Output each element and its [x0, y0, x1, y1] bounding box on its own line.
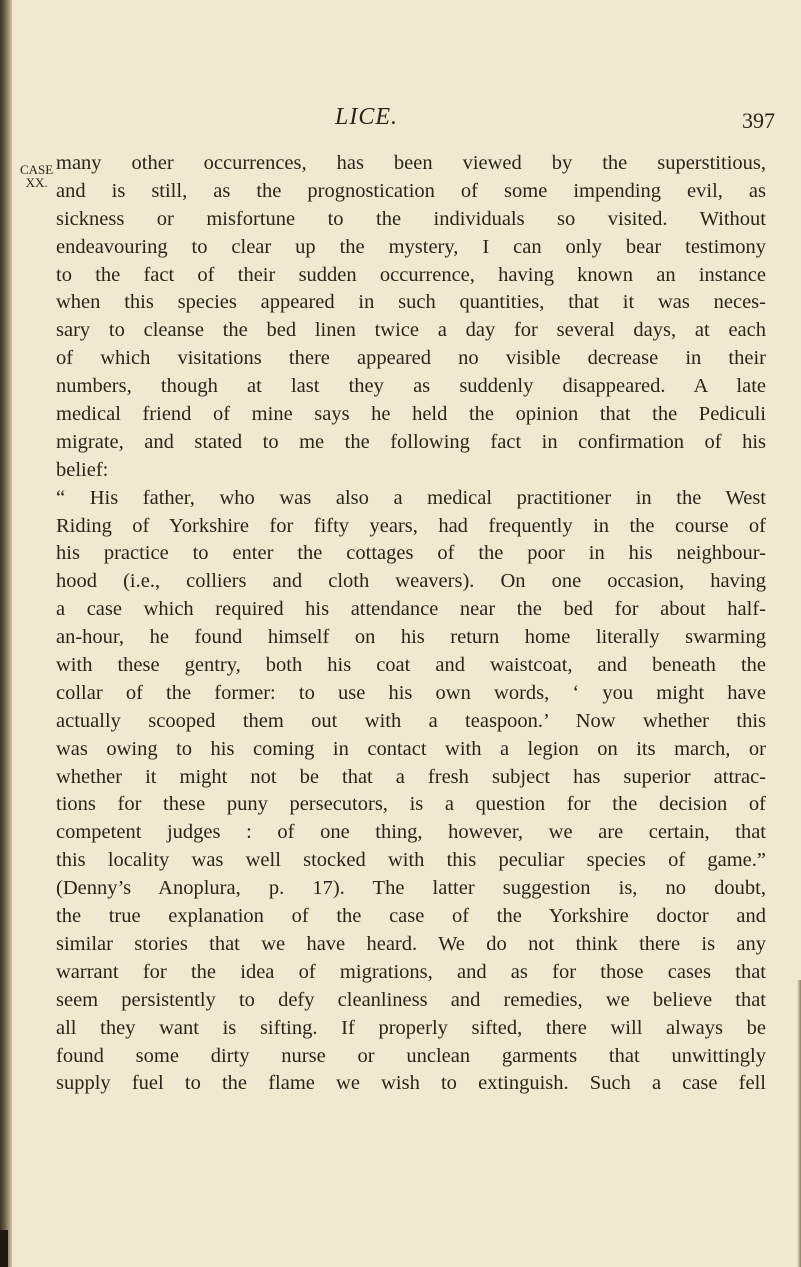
text-line: the true explanation of the case of the Yorkshire doctor and	[56, 905, 766, 928]
text-line: with these gentry, both his coat and waistcoat, and beneath the	[56, 654, 766, 677]
text-line: of which visitations there appeared no visible decrease in their	[56, 347, 766, 370]
text-line: migrate, and stated to me the following fact in confirmation of his	[56, 430, 766, 453]
margin-note-line: CASE	[20, 162, 54, 177]
margin-note	[20, 163, 53, 189]
text-line: sickness or misfortune to the individuals so visited. Without	[56, 207, 766, 230]
text-line: belief:	[56, 458, 109, 481]
text-line: was owing to his coming in contact with a legion on its march, or	[56, 737, 766, 760]
text-line: numbers, though at last they as suddenly disappeared. A late	[56, 375, 766, 398]
text-line: sary to cleanse the bed linen twice a day for several days, at each	[56, 319, 766, 342]
margin-note-line: XX.	[25, 175, 48, 190]
page-gutter-shadow	[0, 0, 12, 1267]
text-line: an-hour, he found himself on his return home literally swarming	[56, 626, 766, 649]
text-line: tions for these puny persecutors, is a question for the decision of	[56, 793, 766, 816]
text-line: (Denny’s Anoplura, p. 17). The latter suggestion is, no doubt,	[56, 877, 766, 900]
text-line: competent judges : of one thing, however, we are certain, that	[56, 821, 766, 844]
text-line: supply fuel to the flame we wish to extinguish. Such a case fell	[56, 1072, 766, 1095]
binding-edge	[0, 1230, 8, 1267]
body-text	[56, 150, 766, 1098]
text-line: found some dirty nurse or unclean garments that unwittingly	[56, 1044, 766, 1067]
text-line: and is still, as the prognostication of some impending evil, as	[56, 179, 766, 202]
text-line: this locality was well stocked with this peculiar species of game.”	[56, 849, 766, 872]
text-line: seem persistently to defy cleanliness and remedies, we believe that	[56, 988, 766, 1011]
text-line: many other occurrences, has been viewed by the superstitious,	[56, 152, 766, 174]
text-line: to the fact of their sudden occurrence, having known an instance	[56, 263, 766, 286]
running-head: LICE.	[335, 104, 399, 130]
text-line: a case which required his attendance near the bed for about half-	[56, 598, 766, 621]
page-edge-shadow	[797, 980, 801, 1267]
text-line: his practice to enter the cottages of the poor in his neighbour-	[56, 542, 766, 565]
text-line: collar of the former: to use his own words, ‘ you might have	[56, 681, 766, 704]
text-line: medical friend of mine says he held the opinion that the Pediculi	[56, 403, 766, 426]
text-line: similar stories that we have heard. We do not think there is any	[56, 932, 766, 955]
text-line: actually scooped them out with a teaspoon.’ Now whether this	[56, 709, 766, 732]
text-line: Riding of Yorkshire for fifty years, had frequently in the course of	[56, 514, 766, 537]
text-line: whether it might not be that a fresh subject has superior attrac-	[56, 765, 766, 788]
text-line: warrant for the idea of migrations, and as for those cases that	[56, 960, 766, 983]
text-line: endeavouring to clear up the mystery, I can only bear testimony	[56, 235, 766, 258]
text-line: when this species appeared in such quantities, that it was neces-	[56, 291, 766, 314]
text-line: hood (i.e., colliers and cloth weavers). On one occasion, having	[56, 570, 766, 593]
text-line: all they want is sifting. If properly sifted, there will always be	[56, 1016, 766, 1039]
text-line: “ His father, who was also a medical practitioner in the West	[56, 486, 766, 509]
page-number: 397	[742, 108, 775, 133]
